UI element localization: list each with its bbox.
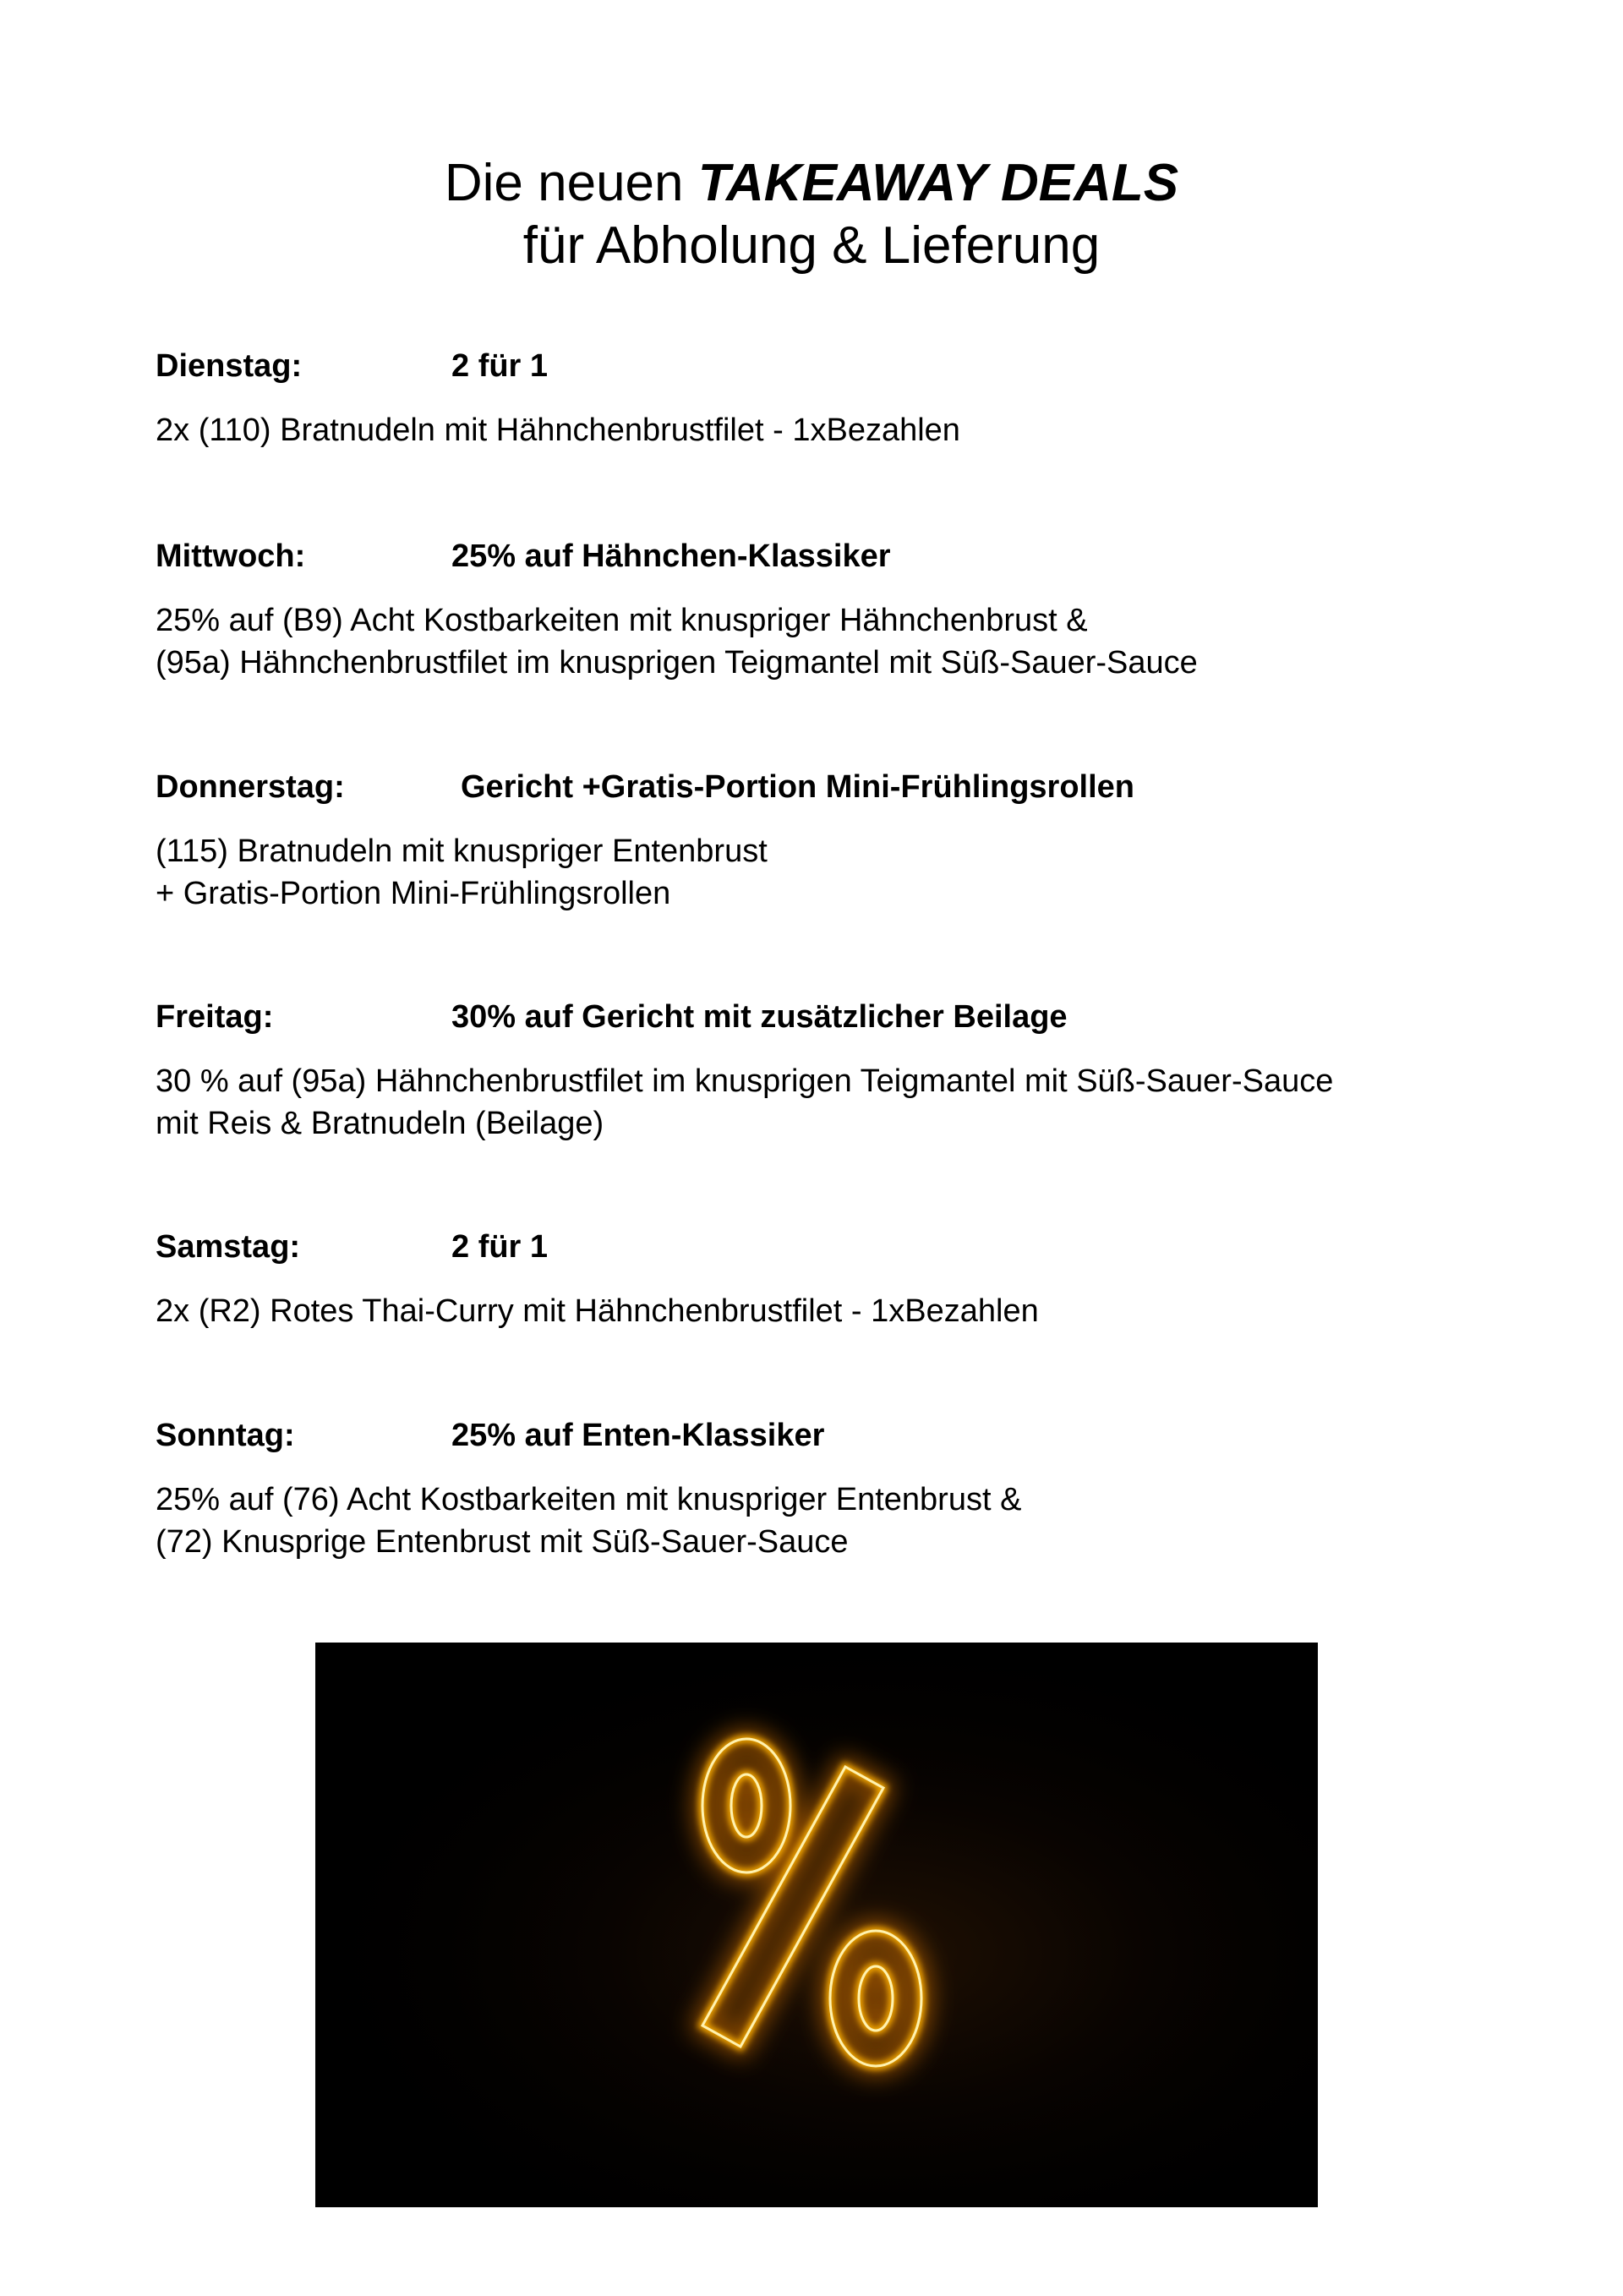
deal-offer: 25% auf Enten-Klassiker	[451, 1418, 825, 1453]
deal-day: Freitag:	[156, 999, 274, 1035]
deal-description	[156, 1290, 1508, 1332]
deal-day: Mittwoch:	[156, 538, 306, 574]
deal-day: Dienstag:	[156, 348, 303, 384]
deal-description	[156, 1060, 1508, 1145]
title-emphasis: TAKEAWAY DEALS	[697, 154, 1179, 212]
deal-description-line: + Gratis-Portion Mini-Frühlingsrollen	[156, 876, 671, 911]
deal-description	[156, 830, 1508, 915]
deal-sonntag	[156, 1414, 1508, 1563]
deal-description-line: 30 % auf (95a) Hähnchenbrustfilet im knusprigen Teigmantel mit Süß-Sauer-Sauce	[156, 1063, 1334, 1099]
page-title	[0, 152, 1623, 277]
deal-description-line: 2x (R2) Rotes Thai-Curry mit Hähnchenbrustfilet - 1xBezahlen	[156, 1293, 1039, 1329]
deal-heading	[156, 535, 1508, 577]
deal-offer: 30% auf Gericht mit zusätzlicher Beilage	[451, 999, 1068, 1035]
deal-description-line: (95a) Hähnchenbrustfilet im knusprigen Teigmantel mit Süß-Sauer-Sauce	[156, 645, 1198, 681]
deal-description	[156, 409, 1508, 451]
title-line-1	[0, 152, 1623, 215]
deal-offer: 2 für 1	[451, 348, 549, 384]
deal-description-line: (72) Knusprige Entenbrust mit Süß-Sauer-Sauce	[156, 1524, 849, 1560]
deal-heading	[156, 1414, 1508, 1457]
deal-description-line: 25% auf (76) Acht Kostbarkeiten mit knuspriger Entenbrust &	[156, 1482, 1022, 1517]
neon-percent-icon	[315, 1643, 1318, 2207]
deal-samstag	[156, 1226, 1508, 1332]
deal-heading	[156, 766, 1508, 808]
deal-donnerstag	[156, 766, 1508, 915]
deal-day: Sonntag:	[156, 1418, 295, 1453]
deal-offer: 25% auf Hähnchen-Klassiker	[451, 538, 891, 574]
deal-freitag	[156, 996, 1508, 1145]
deal-heading	[156, 1226, 1508, 1268]
deal-day: Donnerstag:	[156, 769, 345, 805]
deal-description-line: mit Reis & Bratnudeln (Beilage)	[156, 1106, 604, 1141]
deal-offer: 2 für 1	[451, 1229, 549, 1265]
deal-description-line: (115) Bratnudeln mit knuspriger Entenbrust	[156, 834, 768, 869]
promo-image	[315, 1643, 1318, 2207]
deal-description	[156, 599, 1508, 684]
deal-day: Samstag:	[156, 1229, 301, 1265]
deal-description	[156, 1479, 1508, 1563]
title-subtitle: für Abholung & Lieferung	[522, 216, 1101, 275]
deal-description-line: 2x (110) Bratnudeln mit Hähnchenbrustfilet - 1xBezahlen	[156, 413, 960, 448]
deal-heading	[156, 345, 1508, 387]
title-prefix: Die neuen	[444, 154, 698, 212]
deal-offer: Gericht +Gratis-Portion Mini-Frühlingsrollen	[461, 769, 1134, 805]
deal-dienstag	[156, 345, 1508, 451]
deal-heading	[156, 996, 1508, 1038]
deal-mittwoch	[156, 535, 1508, 684]
deal-description-line: 25% auf (B9) Acht Kostbarkeiten mit knuspriger Hähnchenbrust &	[156, 603, 1088, 638]
